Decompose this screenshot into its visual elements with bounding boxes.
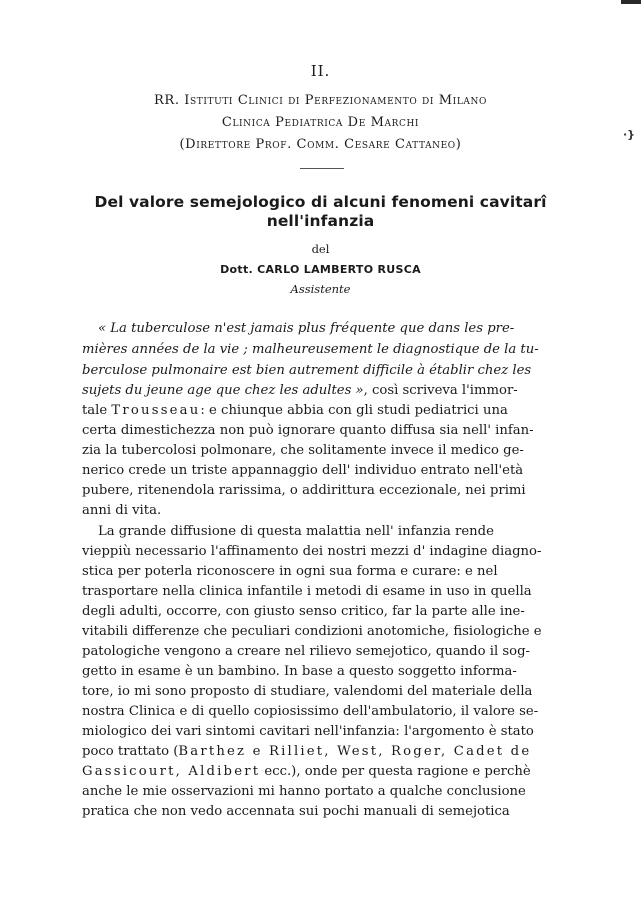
paragraph-2-line: miologico dei vari sintomi cavitari nell'infanzia: l'argomento è stato [82, 724, 534, 739]
line-rest: ecc.), onde per questa ragione e perchè [260, 764, 531, 779]
paragraph-2-line: vitabili differenze che peculiari condizioni anotomiche, fisiologiche e [82, 624, 542, 639]
paragraph-2-line: getto in esame è un bambino. In base a questo soggetto informa- [82, 664, 517, 679]
line-rest: Cadet de [447, 744, 532, 759]
paragraph-2-line: vieppiù necessario l'affinamento dei nostri mezzi d' indagine diagno- [82, 544, 542, 559]
paragraph-1-line [82, 381, 518, 400]
paragraph-2-line: patologiche vengono a creare nel rilievo semejotico, quando il sog- [82, 644, 530, 659]
paragraph-1-line: anni di vita. [82, 503, 162, 518]
paragraph-2-line: degli adulti, occorre, con giusto senso critico, far la parte alle ine- [82, 604, 525, 619]
paragraph-1-line: mières années de la vie ; malheureusement le diagnostique de la tu- [82, 342, 539, 357]
margin-mark: ·} [622, 128, 635, 141]
line-prefix: tale [82, 403, 112, 418]
paragraph-2-line: anche le mie osservazioni mi hanno portato a qualche conclusione [82, 784, 526, 799]
article-title-line-1: Del valore semejologico di alcuni fenomeni cavitarî [94, 193, 547, 211]
scan-edge-mark [621, 0, 641, 4]
paragraph-2-line: nostra Clinica e di quello copiosissimo dell'ambulatorio, il valore se- [82, 704, 539, 719]
quote-end: sujets du jeune age que chez les adultes » [82, 383, 364, 398]
paragraph-1-line: nerico crede un triste appannaggio dell' individuo entrato nell'età [82, 463, 524, 478]
paragraph-1-line [82, 401, 508, 420]
paragraph-1-line: certa dimestichezza non può ignorare quanto diffusa sia nell' infan- [82, 423, 534, 438]
byline-del: del [311, 242, 330, 256]
paragraph-2-line: La grande diffusione di questa malattia nell' infanzia rende [98, 524, 494, 539]
quote-attribution: , così scriveva l'immor- [363, 383, 518, 398]
institution-line-1: RR. Istituti Clinici di Perfezionamento di Milano [154, 93, 487, 108]
institution-line-2: Clinica Pediatrica De Marchi [221, 115, 420, 130]
line-rest: : e chiunque abbia con gli studi pediatrici una [200, 403, 508, 418]
paragraph-1-line: berculose pulmonaire est bien autrement difficile à établir chez les [82, 363, 532, 378]
cited-author: Trousseau [111, 403, 201, 418]
paragraph-2-line [82, 762, 531, 781]
paragraph-1-line: pubere, ritenendola rarissima, o addirittura eccezionale, nei primi [82, 483, 526, 498]
paragraph-2-line: pratica che non vedo accennata sui pochi manuali di semejotica [82, 804, 510, 819]
section-numeral: II. [310, 62, 331, 80]
author-role: Assistente [290, 282, 351, 296]
paragraph-1-line: zia la tubercolosi polmonare, che solitamente invece il medico ge- [82, 443, 524, 458]
paragraph-2-line: tore, io mi sono proposto di studiare, valendomi del materiale della [82, 684, 533, 699]
cited-authors: Gassicourt, Aldibert [82, 764, 261, 779]
paragraph-1-line: « La tuberculose n'est jamais plus fréquente que dans les pre- [98, 321, 515, 336]
article-title-line-2: nell'infanzia [266, 212, 375, 230]
divider-rule [300, 168, 344, 169]
line-prefix: poco trattato ( [82, 744, 179, 759]
institution-line-3: (Direttore Prof. Comm. Cesare Cattaneo) [179, 137, 462, 152]
paragraph-2-line: trasportare nella clinica infantile i metodi di esame in uso in quella [82, 584, 532, 599]
author-name: Dott. CARLO LAMBERTO RUSCA [220, 263, 421, 276]
paragraph-2-line: stica per poterla riconoscere in ogni sua forma e curare: e nel [82, 564, 498, 579]
paragraph-2-line [82, 742, 532, 761]
cited-authors: Barthez e Rilliet, West, Roger, [178, 744, 448, 759]
